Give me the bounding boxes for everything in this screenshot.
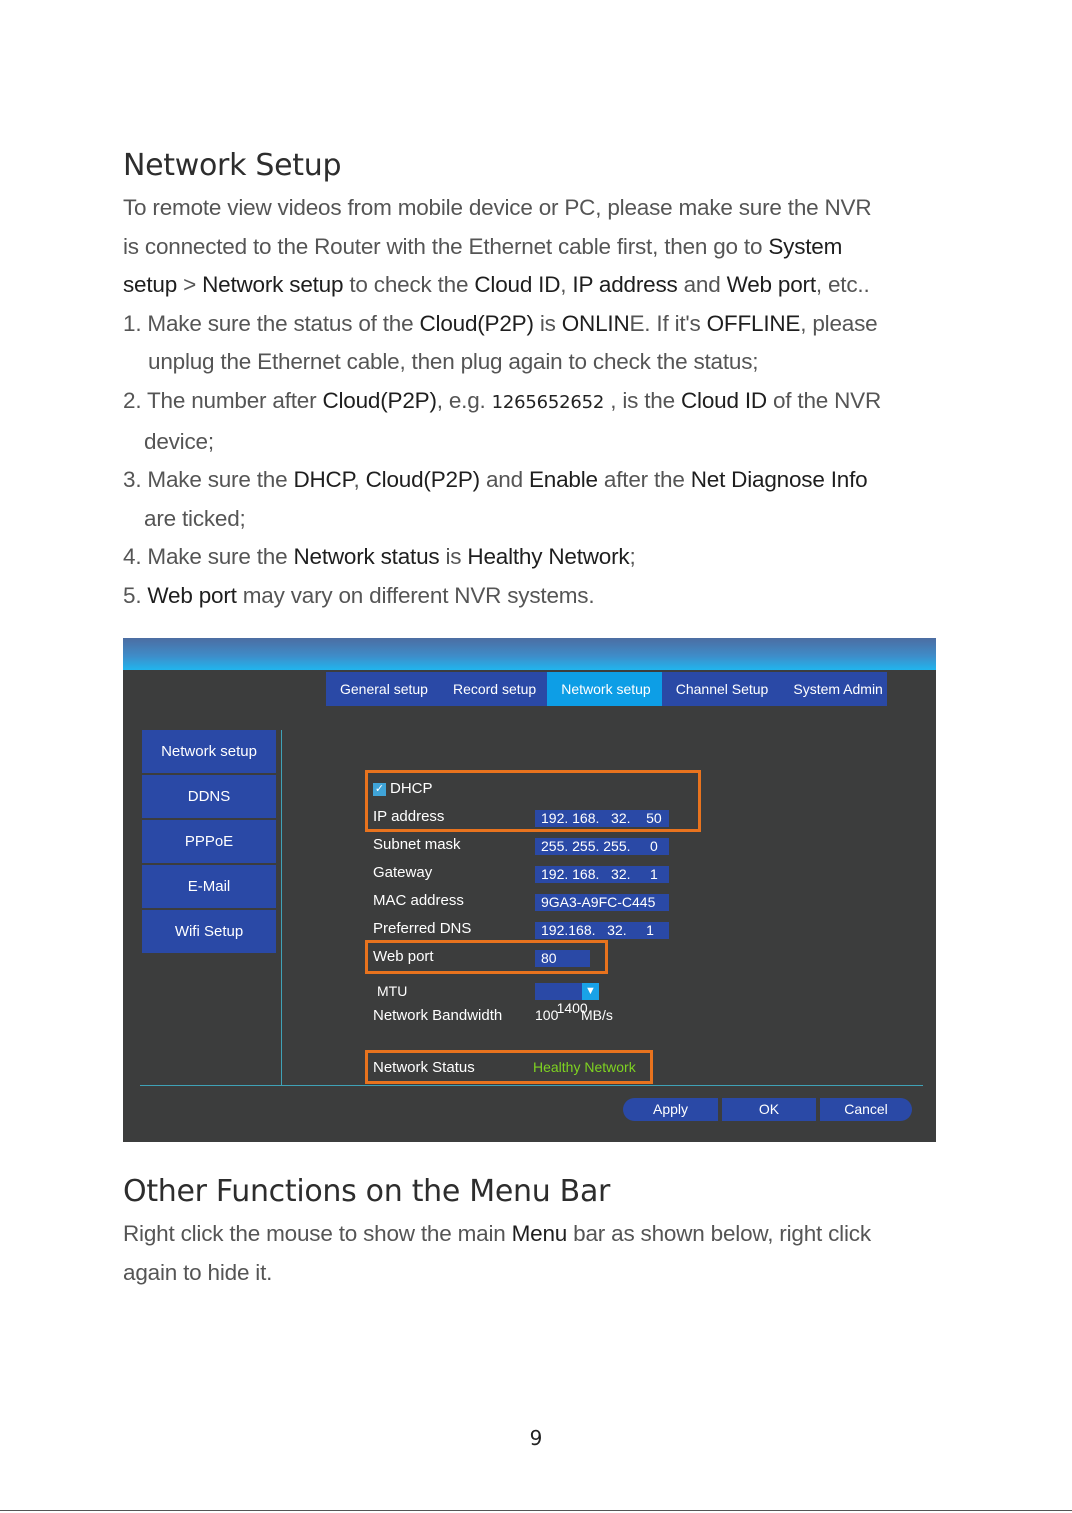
section-title-other-functions: Other Functions on the Menu Bar (123, 1174, 611, 1209)
apply-button[interactable]: Apply (623, 1098, 718, 1121)
term-dhcp: DHCP (293, 467, 354, 493)
nvr-screenshot (123, 638, 936, 1142)
ip-address-field[interactable]: 192. 168. 32. 50 (535, 810, 669, 827)
menu-text-line-2: again to hide it. (123, 1259, 273, 1285)
sidebar-item-pppoe[interactable]: PPPoE (142, 820, 276, 863)
term-web-port: Web port (147, 582, 237, 608)
sidebar-item-network-setup[interactable]: Network setup (142, 730, 276, 773)
network-status-value: Healthy Network (533, 1059, 636, 1075)
step-text: Make sure the (147, 544, 294, 570)
sidebar-item-email[interactable]: E-Mail (142, 865, 276, 908)
menu-text: Right click the mouse to show the main (123, 1221, 512, 1246)
web-port-field[interactable]: 80 (535, 950, 590, 967)
term-enable: Enable (528, 467, 598, 493)
highlight-dhcp-ip (365, 770, 701, 832)
term-setup: setup (123, 272, 178, 298)
step-3 (123, 461, 933, 538)
step-text: , please (800, 310, 878, 336)
term-menu: Menu (511, 1221, 568, 1246)
intro-line-1: To remote view videos from mobile device or PC, please make sure the NVR (123, 195, 872, 220)
term-offline: OFFLINE (706, 310, 801, 336)
step-1-continuation: unplug the Ethernet cable, then plug again to check the status; (148, 349, 759, 375)
intro-line-2: is connected to the Router with the Ethernet cable first, then go to (123, 233, 769, 259)
mac-address-field[interactable]: 9GA3-A9FC-C445 (535, 894, 669, 911)
gateway-label: Gateway (373, 864, 433, 881)
term-online: ONLIN (561, 310, 630, 336)
step-number: 2. (123, 387, 148, 413)
term-system: System (768, 233, 843, 259)
step-text: of the NVR (766, 387, 882, 413)
step-text: E. If it's (629, 310, 707, 336)
step-text: Make sure the status of the (147, 310, 420, 336)
intro-sep: > (177, 272, 203, 298)
term-cloud-p2p: Cloud(P2P) (365, 467, 480, 493)
step-text: is (533, 310, 562, 336)
intro-text: to check the (343, 272, 475, 298)
page-bottom-rule (0, 1510, 1072, 1511)
term-network-status: Network status (293, 544, 440, 570)
step-5 (123, 577, 933, 616)
intro-and: and (677, 272, 727, 298)
bandwidth-value: 100 (535, 1007, 559, 1023)
term-cloud-id: Cloud ID (474, 272, 561, 298)
term-web-port: Web port (726, 272, 816, 298)
tab-network-setup[interactable]: Network setup (547, 672, 661, 706)
term-cloud-id: Cloud ID (680, 387, 767, 413)
term-ip-address: IP address (572, 272, 678, 298)
highlight-network-status (365, 1050, 653, 1084)
step-number: 3. (123, 467, 148, 493)
cloud-id-example: 1265652652 (491, 391, 605, 413)
step-1 (123, 305, 933, 382)
step-text: , e.g. (436, 387, 492, 413)
nvr-tab-bar (326, 672, 887, 706)
step-number: 4. (123, 544, 148, 570)
step-number: 5. (123, 582, 148, 608)
mtu-label: MTU (377, 983, 408, 999)
step-text: , (353, 467, 366, 493)
step-text: Make sure the (147, 467, 294, 493)
dhcp-checkbox-icon[interactable]: ✓ (374, 783, 385, 795)
term-network-setup: Network setup (202, 272, 344, 298)
step-2-continuation: device; (144, 428, 214, 454)
ip-address-label: IP address (373, 808, 445, 825)
ok-button[interactable]: OK (722, 1098, 816, 1121)
subnet-mask-field[interactable]: 255. 255. 255. 0 (535, 838, 669, 855)
section-other-functions (123, 1174, 943, 1292)
step-text: and (479, 467, 529, 493)
network-status-label: Network Status (373, 1059, 475, 1076)
intro-etc: , etc.. (815, 272, 870, 298)
term-cloud-p2p: Cloud(P2P) (419, 310, 534, 336)
step-text: , is the (604, 387, 681, 413)
step-text: The number after (147, 387, 323, 413)
term-healthy-network: Healthy Network (467, 544, 630, 570)
step-4 (123, 538, 933, 577)
preferred-dns-label: Preferred DNS (373, 920, 472, 937)
preferred-dns-field[interactable]: 192.168. 32. 1 (535, 922, 669, 939)
cancel-button[interactable]: Cancel (820, 1098, 912, 1121)
dropdown-arrow-icon[interactable]: ▼ (582, 983, 599, 1000)
step-text: is (439, 544, 468, 570)
highlight-web-port (365, 940, 608, 974)
mtu-value: 1400 (556, 1000, 588, 1016)
tab-general-setup[interactable]: General setup (340, 681, 428, 697)
sidebar-item-ddns[interactable]: DDNS (142, 775, 276, 818)
web-port-label: Web port (373, 948, 434, 965)
step-3-continuation: are ticked; (144, 505, 246, 531)
nvr-sidebar (142, 730, 276, 955)
step-number: 1. (123, 310, 148, 336)
step-2 (123, 382, 933, 461)
term-net-diagnose-info: Net Diagnose Info (690, 467, 868, 493)
intro-comma: , (560, 272, 573, 298)
intro-paragraph (123, 189, 933, 305)
step-text: ; (629, 544, 636, 570)
subnet-mask-label: Subnet mask (373, 836, 461, 853)
bandwidth-unit: MB/s (581, 1007, 613, 1023)
step-text: may vary on different NVR systems. (236, 582, 595, 608)
bandwidth-label: Network Bandwidth (373, 1007, 503, 1024)
document-body (123, 148, 933, 616)
term-cloud-p2p: Cloud(P2P) (322, 387, 437, 413)
step-text: after the (597, 467, 691, 493)
sidebar-item-wifi-setup[interactable]: Wifi Setup (142, 910, 276, 953)
other-functions-paragraph (123, 1215, 943, 1292)
mac-address-label: MAC address (373, 892, 464, 909)
menu-text: bar as shown below, right click (567, 1221, 871, 1246)
footer-divider (140, 1085, 923, 1086)
tab-channel-setup[interactable]: Channel Setup (675, 681, 769, 697)
gateway-field[interactable]: 192. 168. 32. 1 (535, 866, 669, 883)
section-title-network-setup: Network Setup (123, 148, 342, 183)
nvr-title-bar (123, 638, 936, 670)
tab-record-setup[interactable]: Record setup (452, 681, 537, 697)
tab-system-admin[interactable]: System Admin (793, 681, 883, 697)
page-number: 9 (529, 1426, 543, 1450)
sidebar-divider (281, 730, 282, 1086)
dhcp-label: DHCP (390, 780, 433, 797)
